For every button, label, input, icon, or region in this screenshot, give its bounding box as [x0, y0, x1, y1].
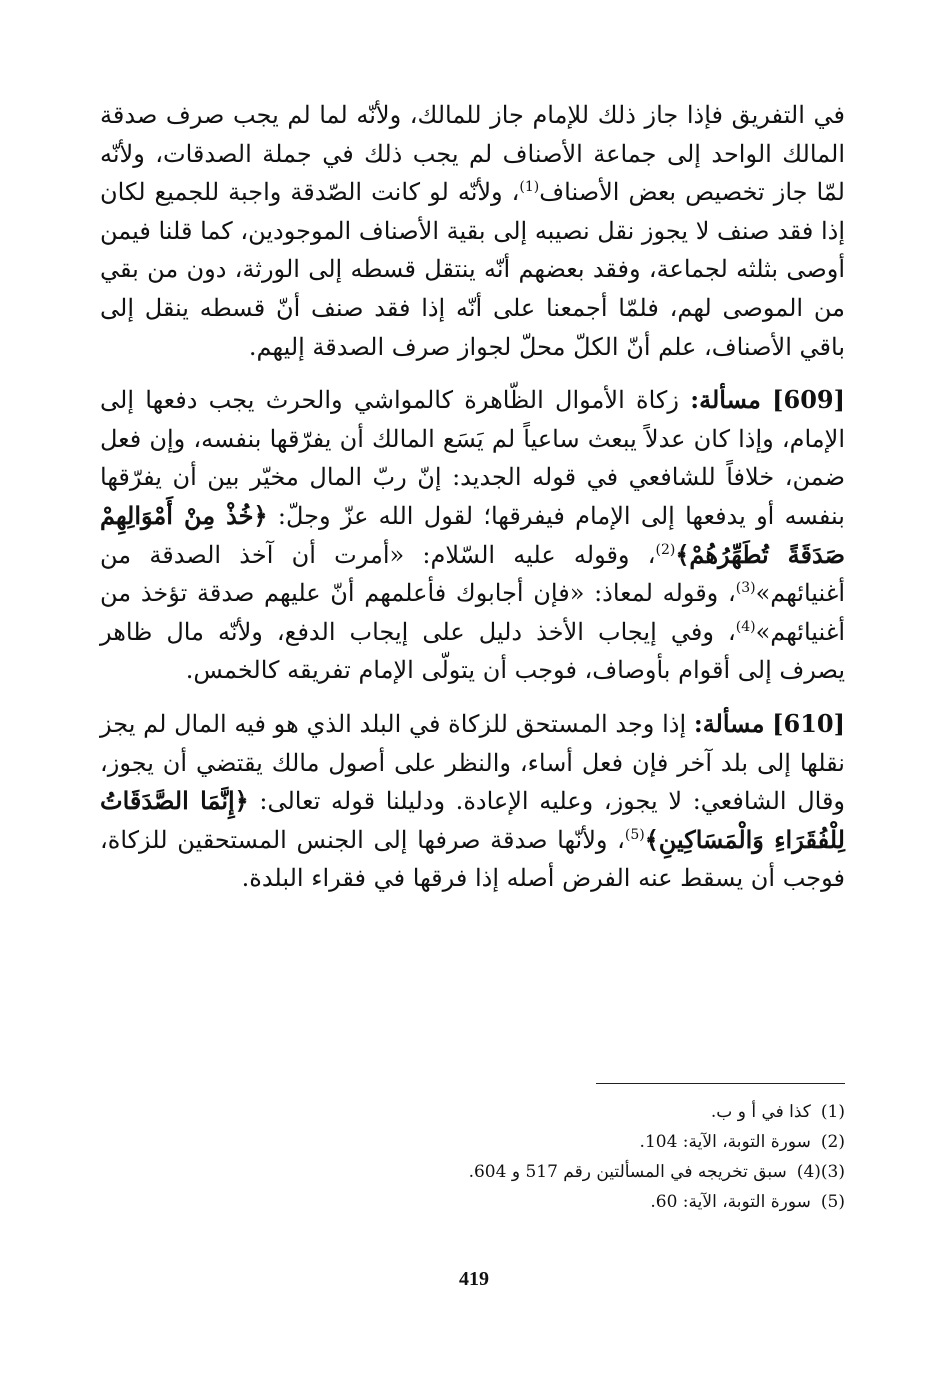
footnote-ref[interactable]: (1)	[519, 179, 540, 196]
page-body	[100, 96, 845, 898]
paragraph-text: في التفريق فإذا جاز ذلك للإمام جاز للمالك، ولأنّه لما لم يجب صرف صدقة المالك الواحد إلى جماعة الأصناف لم يجب ذلك في جملة الصدقات، ولأنّه لمّا جاز تخصيص بعض الأصناف	[100, 101, 845, 207]
mas-ala-609	[100, 381, 845, 690]
footnote-text: كذا في أ و ب.	[710, 1102, 811, 1122]
footnote-text: سورة التوبة، الآية: 60.	[650, 1192, 811, 1212]
mas-ala-610	[100, 705, 845, 898]
footnote-separator	[596, 1083, 845, 1084]
footnote-number: (2)	[820, 1132, 845, 1152]
paragraph-text: ، ولأنّها صدقة صرفها إلى الجنس المستحقين للزكاة، فوجب أن يسقط عنه الفرض أصله إذا فرقها في فقراء البلدة.	[100, 825, 845, 893]
page-number: 419	[459, 1268, 489, 1290]
issue-number: [610]	[772, 708, 845, 738]
issue-label: مسألة:	[693, 708, 765, 738]
paragraph-text: ، وقوله لمعاذ: «فإن أجابوك فأعلمهم أنّ عليهم صدقة تؤخذ من أغنيائهم»	[100, 579, 845, 646]
paragraph-text: زكاة الأموال الظّاهرة كالمواشي والحرث يجب دفعها إلى الإمام، وإذا كان عدلاً يبعث ساعياً لم يَسَع المالك أن يفرّقها بنفسه، وإن فعل ضمن، خلافاً للشافعي في قوله الجديد: إنّ ربّ المال مخيّر بين أن يفرّقها بنفسه أو يدفعها إلى الإمام فيفرقها؛ لقول الله عزّ وجلّ:	[100, 386, 845, 530]
paragraph-continuation	[100, 96, 845, 366]
paragraph-text: ، وفي إيجاب الأخذ دليل على إيجاب الدفع، ولأنّه مال ظاهر يصرف إلى أقوام بأوصاف، فوجب أن يتولّى الإمام تفريقه كالخمس.	[100, 617, 845, 685]
paragraph-text: إذا وجد المستحق للزكاة في البلد الذي هو فيه المال لم يجز نقلها إلى بلد آخر فإن فعل أساء، والنظر على أصول مالك يقتضي أن يجوز، وقال الشافعي: لا يجوز، وعليه الإعادة. ودليلنا قوله تعالى:	[100, 709, 845, 816]
footnote-ref[interactable]: (4)	[735, 618, 756, 635]
footnote	[300, 1097, 845, 1127]
footnote-number: (3)(4)	[796, 1162, 845, 1182]
footnote	[300, 1187, 845, 1217]
quran-verse: ﴿خُذْ مِنْ أَمْوَالِهِمْ صَدَقَةً تُطَهِّرُهُمْ﴾	[100, 500, 845, 569]
footnote	[300, 1127, 845, 1157]
footnotes	[300, 1097, 845, 1217]
issue-number: [609]	[772, 385, 845, 415]
footnote-number: (5)	[820, 1192, 845, 1212]
paragraph-text: ، وقوله عليه السّلام: «أمرت أن آخذ الصدقة من أغنيائهم»	[100, 540, 846, 608]
footnote-ref[interactable]: (3)	[735, 580, 756, 597]
issue-label: مسألة:	[690, 385, 761, 415]
footnote-number: (1)	[820, 1102, 845, 1122]
footnote-ref[interactable]: (2)	[655, 541, 676, 558]
footnote-ref[interactable]: (5)	[624, 826, 645, 843]
footnote	[300, 1157, 845, 1187]
paragraph-text: ، ولأنّه لو كانت الصّدقة واجبة للجميع لكان إذا فقد صنف لا يجوز نقل نصيبه إلى بقية الأصناف الموجودين، كما قلنا فيمن أوصى بثلثه لجماعة، وفقد بعضهم أنّه ينتقل قسطه إلى الورثة، دون من بقي من الموصى لهم، فلمّا أجمعنا على أنّه إذا فقد صنف أنّ قسطه ينقل إلى باقي الأصناف، علم أنّ الكلّ محلّ لجواز صرف الصدقة إليهم.	[100, 178, 845, 361]
quran-verse: ﴿إِنَّمَا الصَّدَقَاتُ لِلْفُقَرَاءِ وَالْمَسَاكِينِ﴾	[100, 786, 845, 854]
footnote-text: سبق تخريجه في المسألتين رقم 517 و 604.	[468, 1162, 787, 1182]
footnote-text: سورة التوبة، الآية: 104.	[639, 1132, 811, 1152]
